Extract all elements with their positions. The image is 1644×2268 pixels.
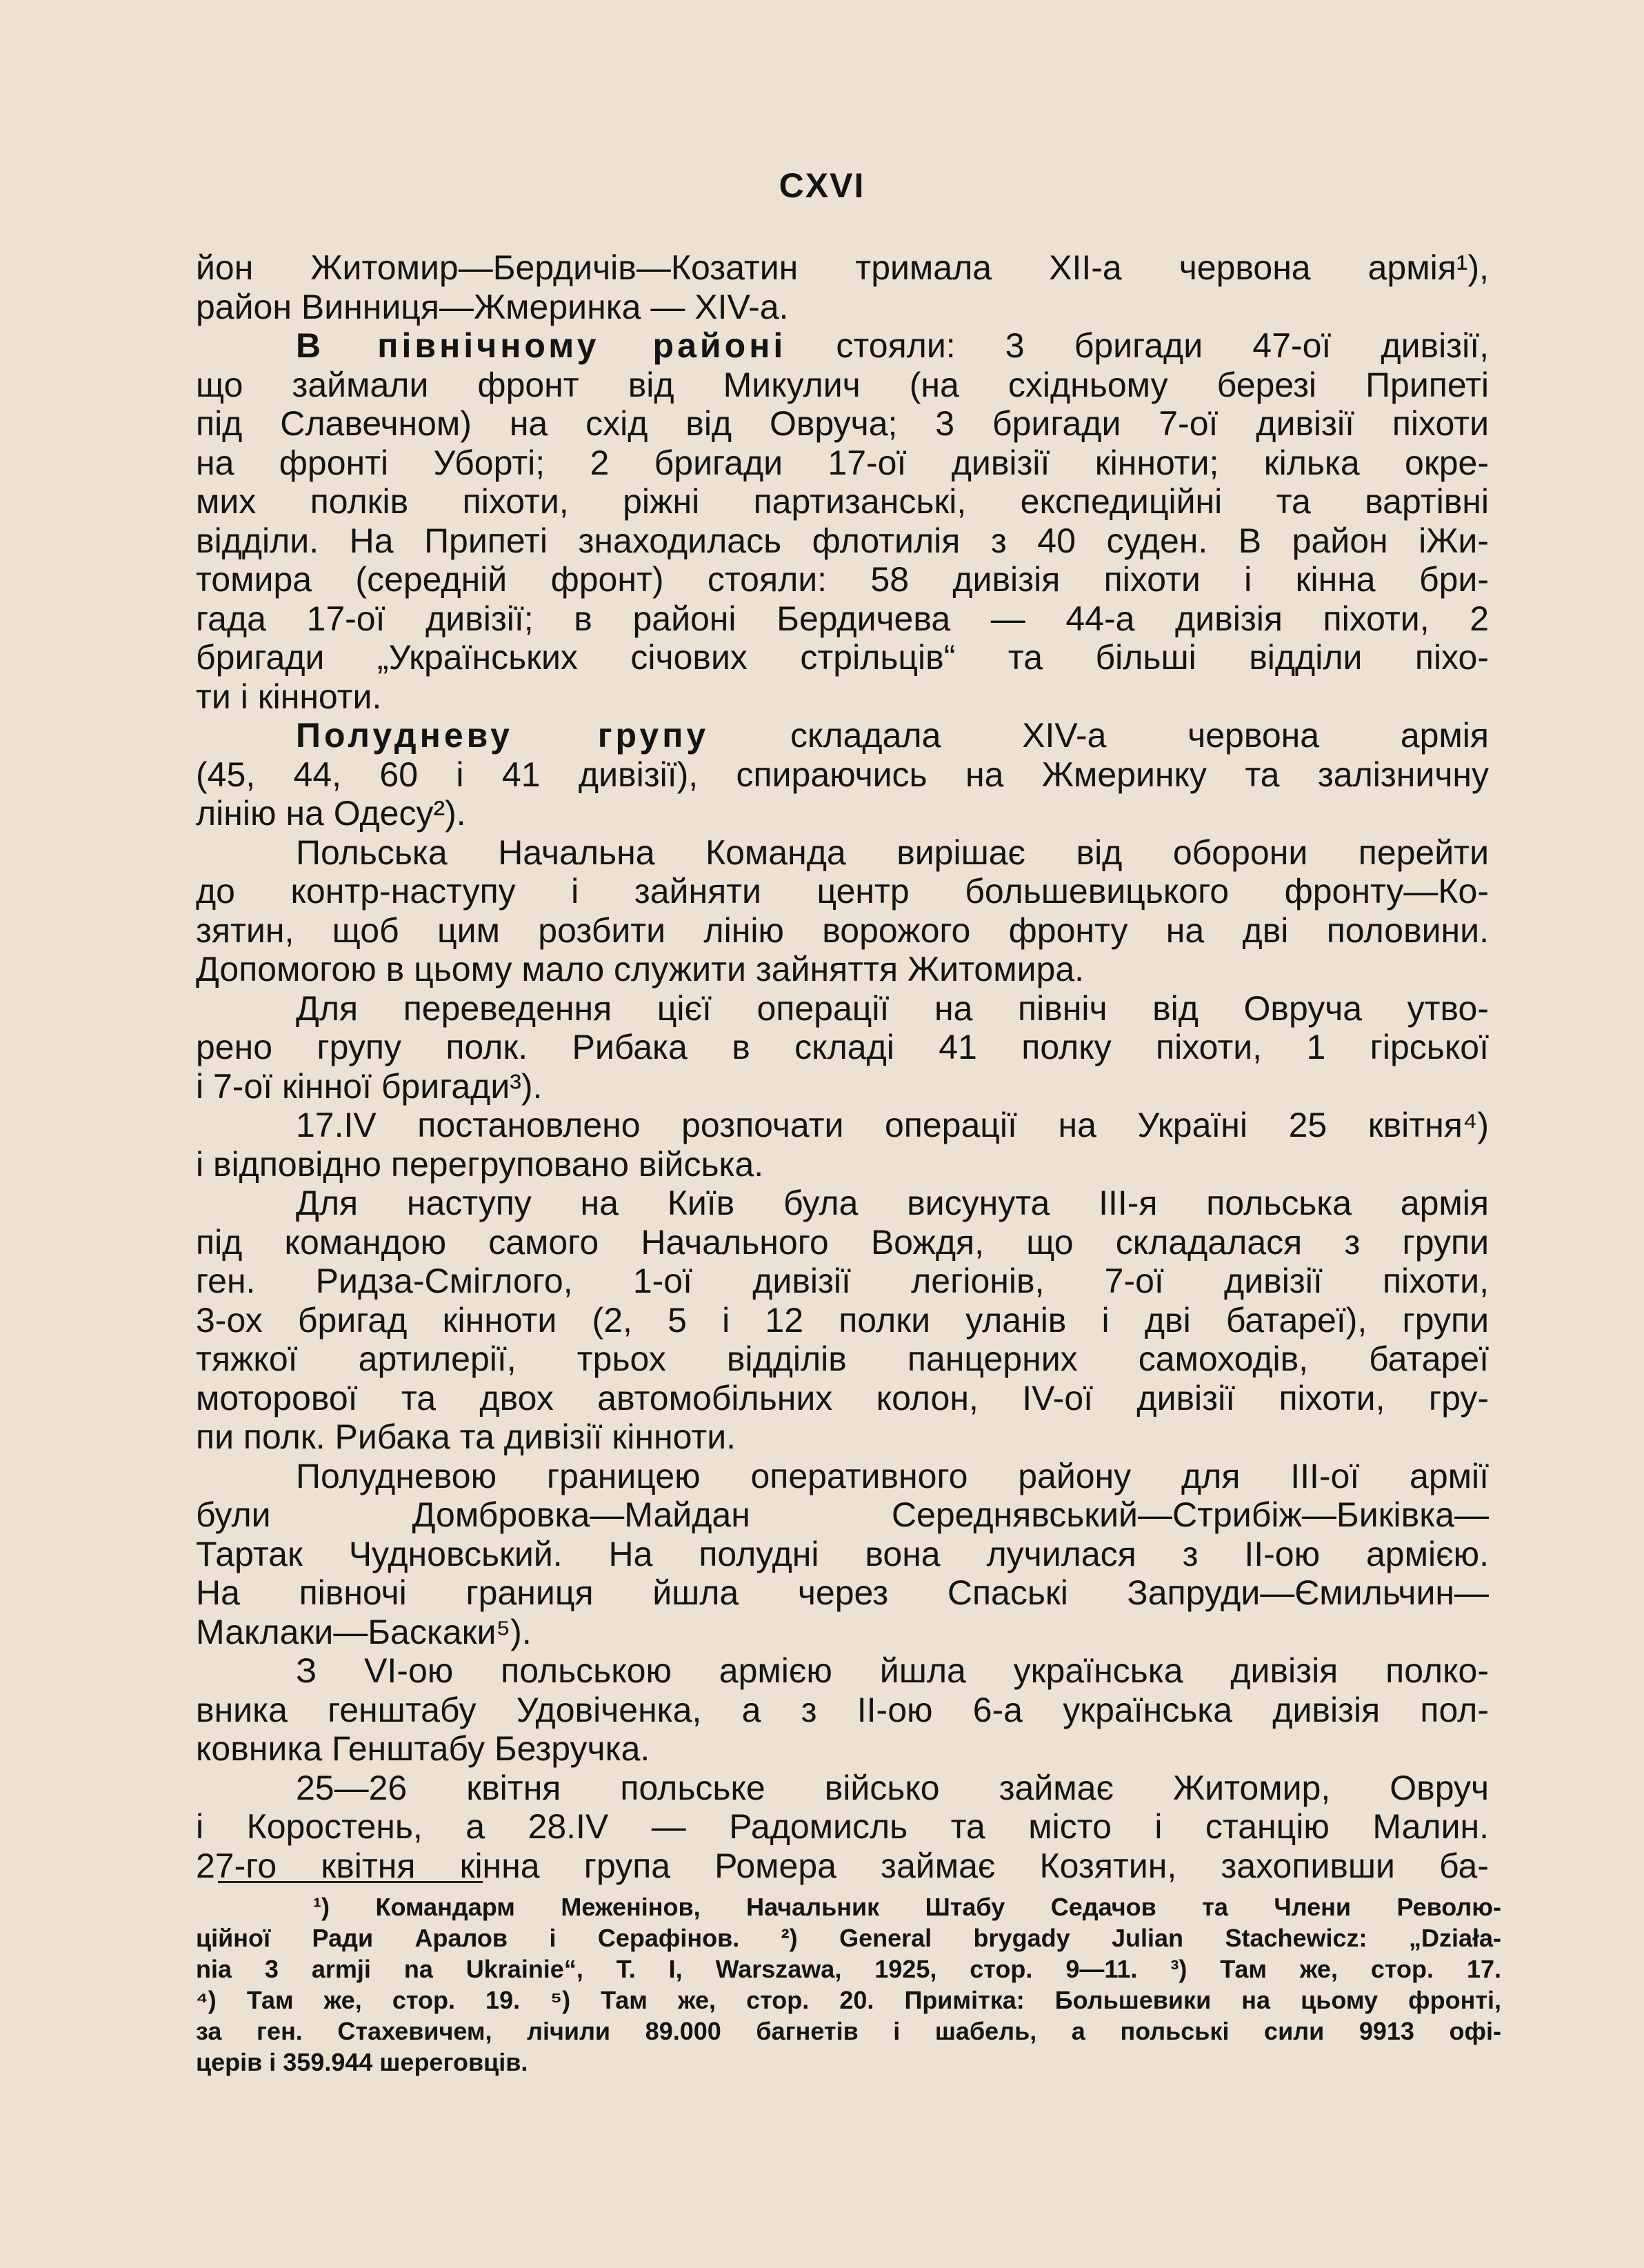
text-line: зятин, щоб цим розбити лінію ворожого фронту на дві половини. bbox=[196, 911, 1489, 950]
text-line: (45, 44, 60 і 41 дивізії), спираючись на Жмеринку та залізничну bbox=[196, 755, 1489, 794]
text-line: На півночі границя йшла через Спаські Запруди—Ємильчин— bbox=[196, 1573, 1489, 1612]
text-line: ген. Ридза-Сміглого, 1-ої дивізії легіонів, 7-ої дивізії піхоти, bbox=[196, 1262, 1489, 1300]
text-line: до контр-наступу і зайняти центр большевицького фронту—Ко- bbox=[196, 872, 1489, 911]
footnote-line: ційної Ради Аралов і Серафінов. ²) General brygady Julian Stachewicz: „Działa- bbox=[196, 1924, 1501, 1952]
paragraph-9 bbox=[196, 1651, 1489, 1769]
text-line: Допомогою в цьому мало служити зайняття Житомира. bbox=[196, 950, 1085, 988]
text-line: тяжкої артилерії, трьох відділів панцерних самоходів, батареї bbox=[196, 1340, 1489, 1378]
footnote-line: ⁴) Там же, стор. 19. ⁵) Там же, стор. 20. Примітка: Большевики на цьому фронті, bbox=[196, 1986, 1501, 2014]
footnote-line: за ген. Стахевичем, лічили 89.000 багнетів і шабель, а польські сили 9913 офі- bbox=[196, 2017, 1501, 2045]
text-line: Для наступу на Київ була висунута III-я польська армія bbox=[296, 1184, 1489, 1222]
footnotes bbox=[196, 1891, 1501, 2078]
text-line bbox=[196, 326, 1489, 366]
text-line: мих полків піхоти, ріжні партизанські, експедиційні та вартівні bbox=[196, 482, 1489, 521]
text-line: Польська Начальна Команда вирішає від оборони перейти bbox=[296, 833, 1489, 872]
footnote-line: церів і 359.944 шереговців. bbox=[196, 2048, 528, 2076]
paragraph-10 bbox=[196, 1769, 1489, 1886]
text-line: бригади „Українських січових стрільців“ та більші відділи піхо- bbox=[196, 638, 1489, 677]
text-line: ти і кінноти. bbox=[196, 677, 382, 716]
paragraph-1 bbox=[196, 248, 1489, 326]
paragraph-3 bbox=[196, 716, 1489, 833]
text-line: ковника Генштабу Безручка. bbox=[196, 1729, 650, 1768]
footnote-line: ¹) Командарм Меженінов, Начальник Штабу Седачов та Члени Револю- bbox=[313, 1893, 1501, 1921]
text-line: йон Житомир—Бердичів—Козатин тримала XII-а червона армія¹), bbox=[196, 248, 1489, 287]
text-line: Маклаки—Баскаки⁵). bbox=[196, 1612, 532, 1651]
paragraph-5 bbox=[196, 989, 1489, 1106]
text-line: вника генштабу Удовіченка, а з II-ою 6-а українська дивізія пол- bbox=[196, 1690, 1489, 1729]
text-fragment: складала XIV-а червона армія bbox=[709, 716, 1489, 755]
text-line: 27-го квітня кінна група Ромера займає Козятин, захопивши ба- bbox=[196, 1846, 1489, 1885]
text-line: рено групу полк. Рибака в складі 41 полку піхоти, 1 гірської bbox=[196, 1028, 1489, 1066]
text-line: З VI-ою польською армією йшла українська дивізія полко- bbox=[296, 1651, 1489, 1690]
text-fragment: стояли: 3 бригади 47-ої дивізії, bbox=[786, 326, 1489, 365]
text-line: відділи. На Припеті знаходилась флотилія з 40 суден. В район іЖи- bbox=[196, 521, 1489, 560]
text-line: під Славечном) на схід від Овруча; 3 бригади 7-ої дивізії піхоти bbox=[196, 404, 1489, 443]
text-line: томира (середній фронт) стояли: 58 дивізія піхоти і кінна бри- bbox=[196, 560, 1489, 599]
text-line: Для переведення цієї операції на північ від Овруча утво- bbox=[296, 988, 1489, 1028]
text-line: район Винниця—Жмеринка — XIV-а. bbox=[196, 287, 789, 326]
paragraph-6 bbox=[196, 1106, 1489, 1184]
text-line: 25—26 квітня польське військо займає Житомир, Овруч bbox=[296, 1768, 1489, 1807]
text-line: 17.IV постановлено розпочати операції на Україні 25 квітня⁴) bbox=[296, 1106, 1489, 1144]
text-line: Тартак Чудновський. На полудні вона лучилася з II-ою армією. bbox=[196, 1534, 1489, 1573]
emphasis-text: Полудневу групу bbox=[296, 716, 710, 755]
text-line: були Домбровка—Майдан Середнявський—Стрибіж—Биківка— bbox=[196, 1495, 1489, 1534]
text-line: і 7-ої кінної бригади³). bbox=[196, 1066, 543, 1106]
text-line: і відповідно перегруповано війська. bbox=[196, 1144, 764, 1184]
text-line: 3-ох бригад кінноти (2, 5 і 12 полки уланів і дві батареї), групи bbox=[196, 1300, 1489, 1340]
text-line: що займали фронт від Микулич (на східньому березі Припеті bbox=[196, 365, 1489, 404]
page-number: CXVI bbox=[779, 166, 865, 205]
text-line: під командою самого Начального Вождя, що складалася з групи bbox=[196, 1222, 1489, 1262]
footnote-line: nia 3 armji na Ukrainie“, T. I, Warszawa, 1925, стор. 9—11. ³) Там же, стор. 17. bbox=[196, 1955, 1501, 1983]
footnote-divider bbox=[218, 1881, 483, 1883]
text-line bbox=[196, 716, 1489, 755]
text-line: лінію на Одесу²). bbox=[196, 794, 466, 833]
paragraph-7 bbox=[196, 1184, 1489, 1457]
paragraph-4 bbox=[196, 833, 1489, 989]
text-line: і Коростень, а 28.IV — Радомисль та місто і станцію Малин. bbox=[196, 1807, 1489, 1846]
text-line: Полудневою границею оперативного району для III-ої армії bbox=[296, 1456, 1489, 1495]
text-line: пи полк. Рибака та дивізії кінноти. bbox=[196, 1418, 736, 1456]
emphasis-text: В північному районі bbox=[296, 326, 787, 365]
text-line: на фронті Уборті; 2 бригади 17-ої дивізії кінноти; кілька окре- bbox=[196, 443, 1489, 482]
text-line: моторової та двох автомобільних колон, IV-ої дивізії піхоти, гру- bbox=[196, 1378, 1489, 1418]
body-text bbox=[196, 248, 1489, 1885]
paragraph-2 bbox=[196, 326, 1489, 716]
text-line: гада 17-ої дивізії; в районі Бердичева — 44-а дивізія піхоти, 2 bbox=[196, 599, 1489, 638]
paragraph-8 bbox=[196, 1457, 1489, 1652]
